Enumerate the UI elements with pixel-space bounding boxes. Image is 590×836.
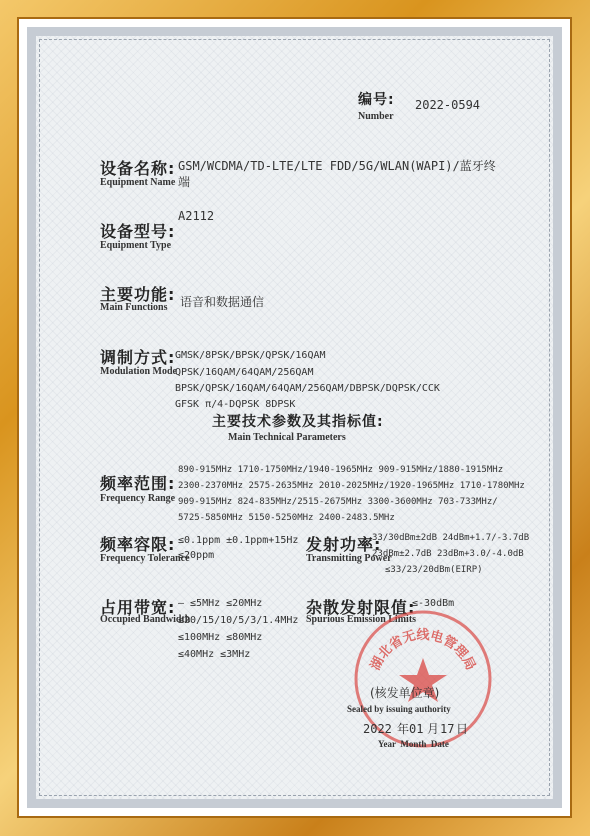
occupied-bandwidth-line-4: ≤40MHz ≤3MHz <box>178 649 251 660</box>
transmitting-power-line-1: 33/30dBm±2dB 24dBm+1.7/-3.7dB <box>372 533 530 543</box>
frequency-tolerance-label-en: Frequency Tolerance <box>100 553 190 564</box>
technical-title-cn: 主要技术参数及其指标值: <box>212 414 384 430</box>
spurious-label-en: Spurious Emission Limits <box>306 614 417 625</box>
occupied-bandwidth-line-3: ≤100MHz ≤80MHz <box>178 632 263 643</box>
transmitting-power-line-2: 23dBm±2.7dB 23dBm+3.0/-4.0dB <box>372 549 524 559</box>
date-day-cn: 日 <box>456 722 469 736</box>
frequency-range-line-2: 2300-2370MHz 2575-2635MHz 2010-2025MHz/1920-1965MHz 1710-1780MHz <box>178 481 525 491</box>
main-functions-value: 语音和数据通信 <box>180 295 265 309</box>
transmitting-power-label-cn: 发射功率: <box>306 535 382 554</box>
frequency-range-label-cn: 频率范围: <box>100 474 176 493</box>
frequency-range-line-3: 909-915MHz 824-835MHz/2515-2675MHz 3300-3600MHz 703-733MHz/ <box>178 497 498 507</box>
modulation-line-4: GFSK π/4-DQPSK 8DPSK <box>175 399 296 410</box>
frequency-tolerance-line-1: ≤0.1ppm ±0.1ppm+15Hz <box>178 535 299 546</box>
main-functions-label-cn: 主要功能: <box>100 285 176 304</box>
modulation-label-cn: 调制方式: <box>100 348 176 367</box>
modulation-label-en: Modulation Mode <box>100 366 177 377</box>
number-label-cn: 编号: <box>358 92 395 108</box>
transmitting-power-label-en: Transmitting Power <box>306 553 392 564</box>
date-day: 17 <box>440 722 455 736</box>
occupied-bandwidth-label-cn: 占用带宽: <box>100 598 176 617</box>
frequency-tolerance-line-2: ≤20ppm <box>178 550 215 561</box>
spurious-label-cn: 杂散发射限值: <box>306 598 416 617</box>
equipment-type-value: A2112 <box>178 209 215 223</box>
date-year-cn: 年 <box>397 722 410 736</box>
frequency-range-line-1: 890-915MHz 1710-1750MHz/1940-1965MHz 909-915MHz/1880-1915MHz <box>178 465 504 475</box>
number-label-en: Number <box>358 111 394 122</box>
seal-text: 湖北省无线电管理局 <box>368 628 478 673</box>
occupied-bandwidth-line-2: ≤20/15/10/5/3/1.4MHz <box>178 615 299 626</box>
equipment-name-label-cn: 设备名称: <box>100 159 176 178</box>
occupied-bandwidth-line-1: — ≤5MHz ≤20MHz <box>178 598 263 609</box>
equipment-name-value-1: GSM/WCDMA/TD-LTE/LTE FDD/5G/WLAN(WAPI)/蓝牙终 <box>178 159 496 173</box>
occupied-bandwidth-label-en: Occupied Bandwidth <box>100 614 191 625</box>
spurious-value: ≤-30dBm <box>412 598 455 609</box>
modulation-line-1: GMSK/8PSK/BPSK/QPSK/16QAM <box>175 350 326 361</box>
main-functions-label-en: Main Functions <box>100 302 168 313</box>
date-year: 2022 <box>363 722 392 736</box>
modulation-line-2: QPSK/16QAM/64QAM/256QAM <box>175 367 314 378</box>
technical-title-en: Main Technical Parameters <box>228 432 346 443</box>
seal-caption-en: Sealed by issuing authority <box>347 704 451 714</box>
number-value: 2022-0594 <box>415 98 481 112</box>
frequency-range-line-4: 5725-5850MHz 5150-5250MHz 2400-2483.5MHz <box>178 513 395 523</box>
equipment-type-label-en: Equipment Type <box>100 240 172 251</box>
frequency-tolerance-label-cn: 频率容限: <box>100 535 176 554</box>
transmitting-power-line-3: ≤33/23/20dBm(EIRP) <box>385 565 483 575</box>
date-month-cn: 月 <box>427 722 440 736</box>
equipment-name-value-2: 端 <box>178 175 191 189</box>
frequency-range-label-en: Frequency Range <box>100 493 176 504</box>
equipment-name-label-en: Equipment Name <box>100 177 176 188</box>
seal-caption-cn: (核发单位章) <box>370 686 440 700</box>
equipment-type-label-cn: 设备型号: <box>100 222 176 241</box>
date-month: 01 <box>409 722 424 736</box>
date-labels-en: Year Month Date <box>378 739 449 749</box>
modulation-line-3: BPSK/QPSK/16QAM/64QAM/256QAM/DBPSK/DQPSK/CCK <box>175 383 440 394</box>
